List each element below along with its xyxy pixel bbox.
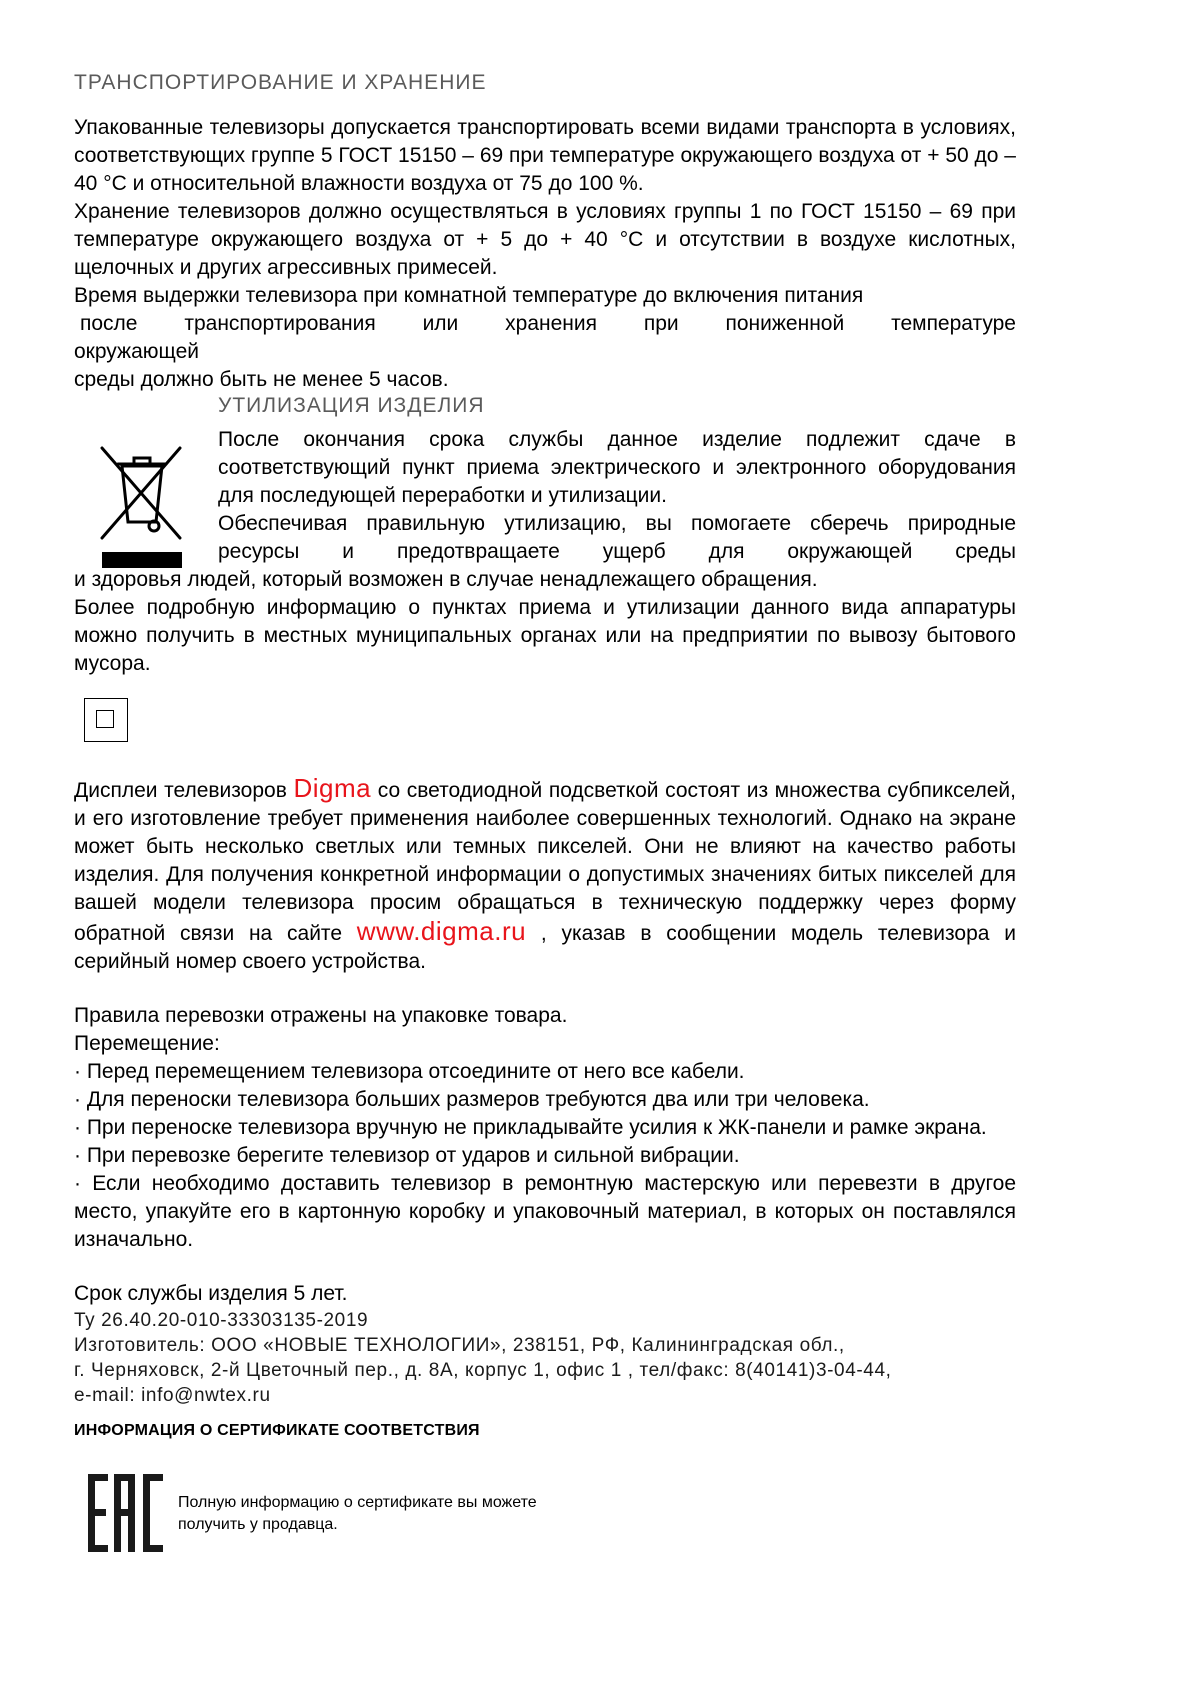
display-text-body: со светодиодной подсветкой состоят из множества субпикселей, и его изготовление требует применения наиболее совершенных технологий. Однако на экране может быть несколько светлых или темных пикселей. Они не влияют на качество работы изделия. Для получения конкретной информации о допустимых значениях битых пикселей для вашей модели телевизора просим обращаться в техническую поддержку через форму обратной связи на сайте — [74, 779, 1016, 945]
moving-item-1: · Перед перемещением телевизора отсоедините от него все кабели. — [74, 1060, 745, 1083]
moving-item-4: · При перевозке берегите телевизор от ударов и сильной вибрации. — [74, 1144, 740, 1167]
double-square-icon — [84, 698, 128, 742]
certificate-heading: ИНФОРМАЦИЯ О СЕРТИФИКАТЕ СООТВЕТСТВИЯ — [74, 1422, 480, 1439]
manufacturer-line-2: г. Черняховск, 2-й Цветочный пер., д. 8А, корпус 1, офис 1 , тел/факс: 8(40141)3-04-44, — [74, 1360, 892, 1381]
recycling-paragraph-2: Обеспечивая правильную утилизацию, вы помогаете сберечь природные ресурсы и предотвращаете ущерб для окружающей среды — [218, 512, 1016, 563]
acclimation-line-3: окружающей — [74, 340, 199, 363]
website-link[interactable]: www.digma.ru — [356, 916, 527, 946]
recycling-heading: УТИЛИЗАЦИЯ ИЗДЕЛИЯ — [218, 394, 485, 417]
crossed-out-wheelie-bin-icon — [98, 444, 186, 572]
transport-heading: ТРАНСПОРТИРОВАНИЕ И ХРАНЕНИЕ — [74, 71, 487, 94]
acclimation-line-2: после транспортирования или хранения при пониженной температуре — [80, 312, 1016, 335]
display-paragraph — [74, 774, 1016, 976]
moving-item-3: · При переноске телевизора вручную не прикладывайте усилия к ЖК-панели и рамке экрана. — [74, 1116, 987, 1139]
recycling-paragraph-2-continued: и здоровья людей, который возможен в случае ненадлежащего обращения. — [74, 568, 818, 591]
display-text-pre: Дисплеи телевизоров — [74, 779, 287, 802]
tu-code: Ту 26.40.20-010-33303135-2019 — [74, 1310, 369, 1331]
shipping-rules: Правила перевозки отражены на упаковке товара. — [74, 1004, 568, 1027]
certificate-text-line-2: получить у продавца. — [178, 1516, 338, 1533]
storage-paragraph: Хранение телевизоров должно осуществляться в условиях группы 1 по ГОСТ 15150 – 69 при температуре окружающего воздуха от + 5 до + 40 °С и отсутствии в воздухе кислотных, щелочных и других агрессивных примесей. — [74, 200, 1016, 279]
recycling-paragraph-3: Более подробную информацию о пунктах приема и утилизации данного вида аппаратуры можно получить в местных муниципальных органах или на предприятии по вывозу бытового мусора. — [74, 596, 1016, 675]
display-text-post: , указав в сообщении модель телевизора и серийный номер своего устройства. — [74, 922, 1016, 973]
manufacturer-line-1: Изготовитель: ООО «НОВЫЕ ТЕХНОЛОГИИ», 238151, РФ, Калининградская обл., — [74, 1335, 845, 1356]
document-page — [74, 70, 1016, 1564]
eac-mark-icon — [88, 1474, 164, 1552]
acclimation-line-4: среды должно быть не менее 5 часов. — [74, 368, 449, 391]
acclimation-line-1: Время выдержки телевизора при комнатной температуре до включения питания — [74, 284, 864, 307]
moving-item-2: · Для переноски телевизора больших размеров требуются два или три человека. — [74, 1088, 870, 1111]
service-life: Срок службы изделия 5 лет. — [74, 1282, 348, 1305]
certificate-block — [74, 1474, 1016, 1564]
brand-name: Digma — [293, 773, 372, 803]
transport-paragraph-1: Упакованные телевизоры допускается транспортировать всеми видами транспорта в условиях, соответствующих группе 5 ГОСТ 15150 – 69 при температуре окружающего воздуха от + 50 до – 40 °С и относительной влажности воздуха от 75 до 100 %. — [74, 116, 1016, 195]
moving-heading: Перемещение: — [74, 1032, 220, 1055]
recycling-paragraph-1: После окончания срока службы данное изделие подлежит сдаче в соответствующий пункт приема электрического и электронного оборудования для последующей переработки и утилизации. — [218, 428, 1016, 507]
moving-item-5: · Если необходимо доставить телевизор в ремонтную мастерскую или перевезти в другое место, упакуйте его в картонную коробку и упаковочный материал, в которых он поставлялся изначально. — [74, 1172, 1016, 1251]
manufacturer-email: e-mail: info@nwtex.ru — [74, 1385, 271, 1406]
recycling-section — [74, 394, 1016, 678]
certificate-text-line-1: Полную информацию о сертификате вы можете — [178, 1494, 537, 1511]
